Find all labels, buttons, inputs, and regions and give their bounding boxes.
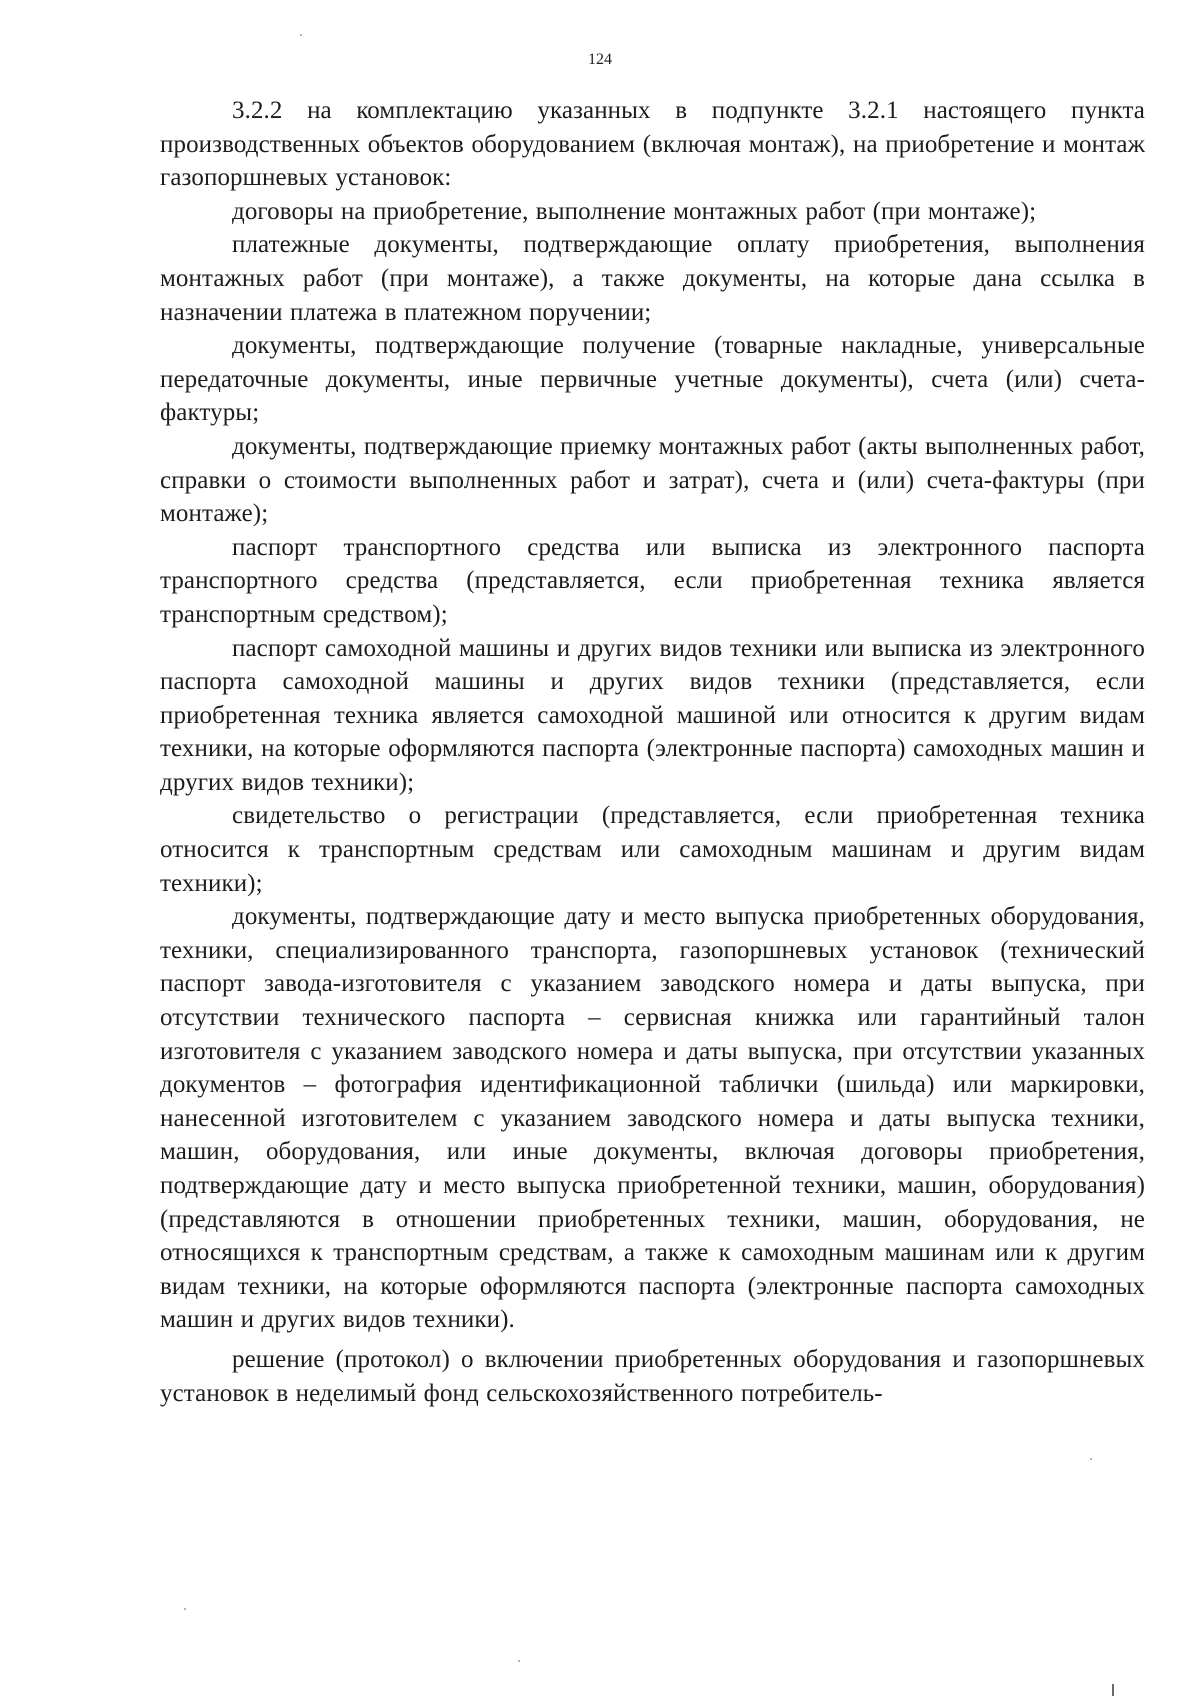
paragraph-decision-protocol: решение (протокол) о включении приобретенных оборудования и газопоршневых установок в неделимый фонд сельскохозяйственного потребитель- bbox=[160, 1345, 1145, 1407]
scan-speck bbox=[518, 1660, 520, 1662]
scan-speck bbox=[300, 34, 302, 36]
paragraph-registration-certificate: свидетельство о регистрации (представляется, если приобретенная техника относится к транспортным средствам или самоходным машинам и другим видам техники); bbox=[160, 802, 1145, 897]
paragraph-manufacture-documents: документы, подтверждающие дату и место выпуска приобретенных оборудования, техники, специализированного транспорта, газопоршневых установок (технический паспорт завода-изготовителя с указанием заводского номера и даты выпуска, при отсутствии технического паспорта – сервисная книжка или гарантийный талон изготовителя с указанием заводского номера и даты выпуска, при отсутствии указанных документов – фотография идентификационной таблички (шильда) или маркировки, нанесенной изготовителем с указанием заводского номера и даты выпуска техники, машин, оборудования, или иные документы, включая договоры приобретения, подтверждающие дату и место выпуска приобретенной техники, машин, оборудования) (представляются в отношении приобретенных техники, машин, оборудования, не относящихся к транспортным средствам, а также к самоходным машинам или к другим видам техники, на которые оформляются паспорта (электронные паспорта самоходных машин и других видов техники). bbox=[160, 903, 1145, 1334]
document-body bbox=[160, 94, 1145, 1410]
scan-edge-mark bbox=[1112, 1684, 1114, 1696]
paragraph-acceptance-documents: документы, подтверждающие приемку монтажных работ (акты выполненных работ, справки о стоимости выполненных работ и затрат), счета и (или) счета-фактуры (при монтаже); bbox=[160, 432, 1145, 528]
paragraph-contracts: договоры на приобретение, выполнение монтажных работ (при монтаже); bbox=[232, 197, 1037, 225]
paragraph-self-propelled-passport: паспорт самоходной машины и других видов техники или выписка из электронного паспорта самоходной машины и других видов техники (представляется, если приобретенная техника является самоходной машиной или относится к другим видам техники, на которые оформляются паспорта (электронные паспорта) самоходных машин и других видов техники); bbox=[160, 634, 1145, 796]
page-number: 124 bbox=[588, 51, 612, 68]
paragraph-item-3-2-2: 3.2.2 на комплектацию указанных в подпункте 3.2.1 настоящего пункта производственных объектов оборудованием (включая монтаж), на приобретение и монтаж газопоршневых установок: bbox=[160, 97, 1145, 192]
paragraph-receipt-documents: документы, подтверждающие получение (товарные накладные, универсальные передаточные документы, иные первичные учетные документы), счета (или) счета-фактуры; bbox=[160, 332, 1145, 427]
paragraph-vehicle-passport: паспорт транспортного средства или выписка из электронного паспорта транспортного средства (представляется, если приобретенная техника является транспортным средством); bbox=[160, 533, 1145, 628]
scan-speck bbox=[184, 1608, 186, 1610]
paragraph-payment-documents: платежные документы, подтверждающие оплату приобретения, выполнения монтажных работ (при монтаже), а также документы, на которые дана ссылка в назначении платежа в платежном поручении; bbox=[160, 231, 1145, 326]
scan-speck bbox=[1090, 1458, 1092, 1460]
